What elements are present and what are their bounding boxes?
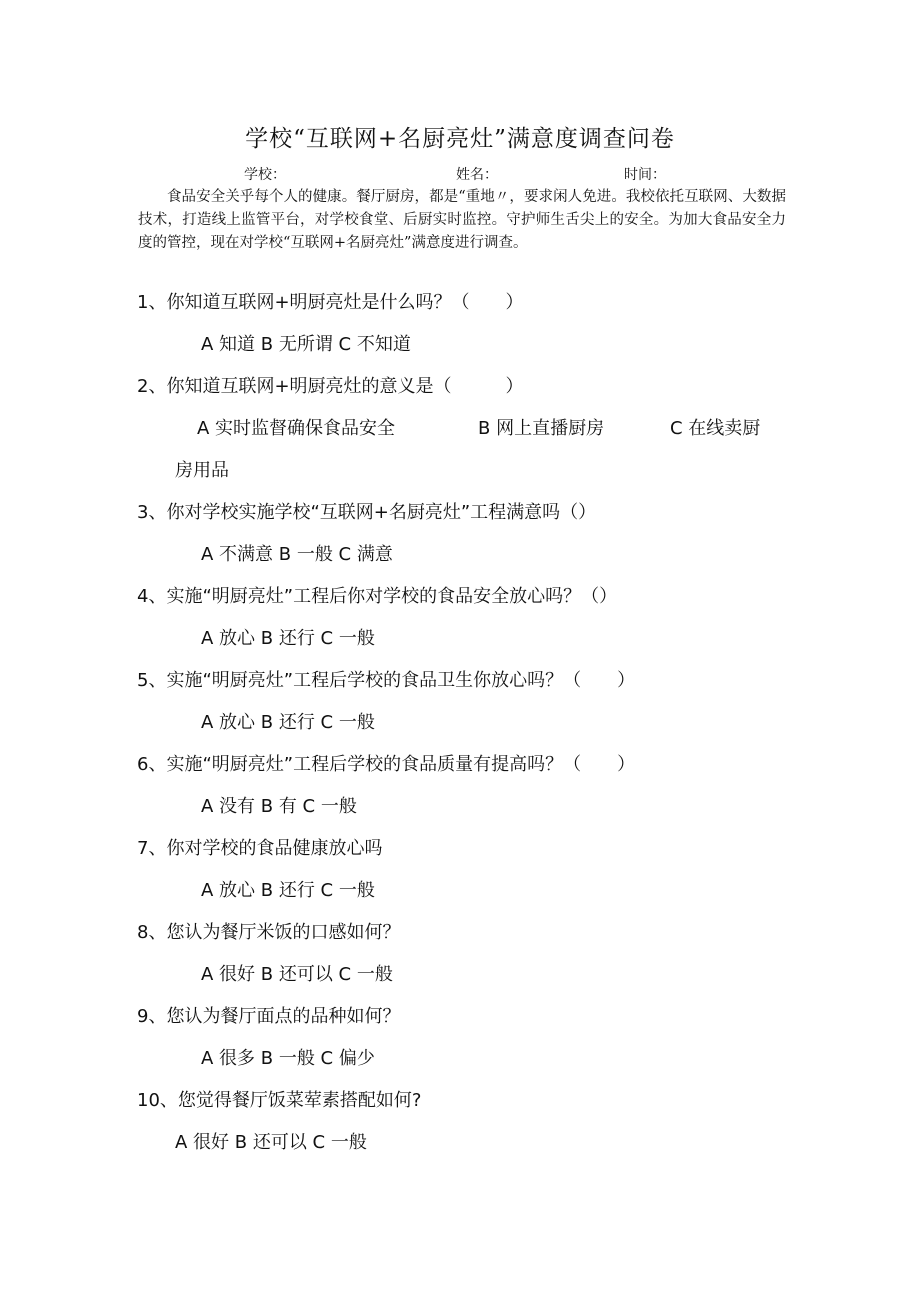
- question-7: 7、你对学校的食品健康放心吗: [137, 838, 383, 859]
- question-8-options: A 很好 B 还可以 C 一般: [201, 964, 393, 985]
- question-6: 6、实施“明厨亮灶”工程后学校的食品质量有提高吗？（ ）: [137, 754, 636, 775]
- question-10: 10、您觉得餐厅饭菜荤素搭配如何?: [137, 1090, 422, 1111]
- question-2-option-b: B 网上直播厨房: [478, 418, 605, 439]
- question-5-options: A 放心 B 还行 C 一般: [201, 712, 375, 733]
- question-8: 8、您认为餐厅米饭的口感如何？: [137, 922, 401, 943]
- question-4-options: A 放心 B 还行 C 一般: [201, 628, 375, 649]
- question-9-options: A 很多 B 一般 C 偏少: [201, 1048, 375, 1069]
- question-2-option-c: C 在线卖厨: [670, 418, 761, 439]
- question-2-option-a: A 实时监督确保食品安全: [197, 418, 396, 439]
- question-2-option-c-continued: 房用品: [175, 460, 229, 481]
- name-label: 姓名：: [456, 167, 498, 183]
- school-label: 学校：: [244, 167, 286, 183]
- question-3-options: A 不满意 B 一般 C 满意: [201, 544, 393, 565]
- question-3: 3、你对学校实施学校“互联网+名厨亮灶”工程满意吗（）: [137, 502, 597, 523]
- question-5: 5、实施“明厨亮灶”工程后学校的食品卫生你放心吗？（ ）: [137, 670, 636, 691]
- page-title: 学校“互联网+名厨亮灶”满意度调查问卷: [245, 126, 675, 152]
- question-7-options: A 放心 B 还行 C 一般: [201, 880, 375, 901]
- question-1-options: A 知道 B 无所谓 C 不知道: [201, 334, 411, 355]
- question-10-options: A 很好 B 还可以 C 一般: [175, 1132, 367, 1153]
- question-4: 4、实施“明厨亮灶”工程后你对学校的食品安全放心吗？（）: [137, 586, 618, 607]
- question-1: 1、你知道互联网+明厨亮灶是什么吗？（ ）: [137, 292, 524, 313]
- question-9: 9、您认为餐厅面点的品种如何？: [137, 1006, 401, 1027]
- intro-paragraph: [138, 186, 786, 255]
- question-6-options: A 没有 B 有 C 一般: [201, 796, 357, 817]
- time-label: 时间：: [624, 167, 666, 183]
- intro-text: 食品安全关乎每个人的健康。餐厅厨房，都是“重地〃，要求闲人免进。我校依托互联网、大数据技术，打造线上监管平台，对学校食堂、后厨实时监控。守护师生舌尖上的安全。为加大食品安全力度的管控，现在对学校“互联网+名厨亮灶”满意度进行调查。: [138, 189, 786, 251]
- question-2: 2、你知道互联网+明厨亮灶的意义是（ ）: [137, 376, 524, 397]
